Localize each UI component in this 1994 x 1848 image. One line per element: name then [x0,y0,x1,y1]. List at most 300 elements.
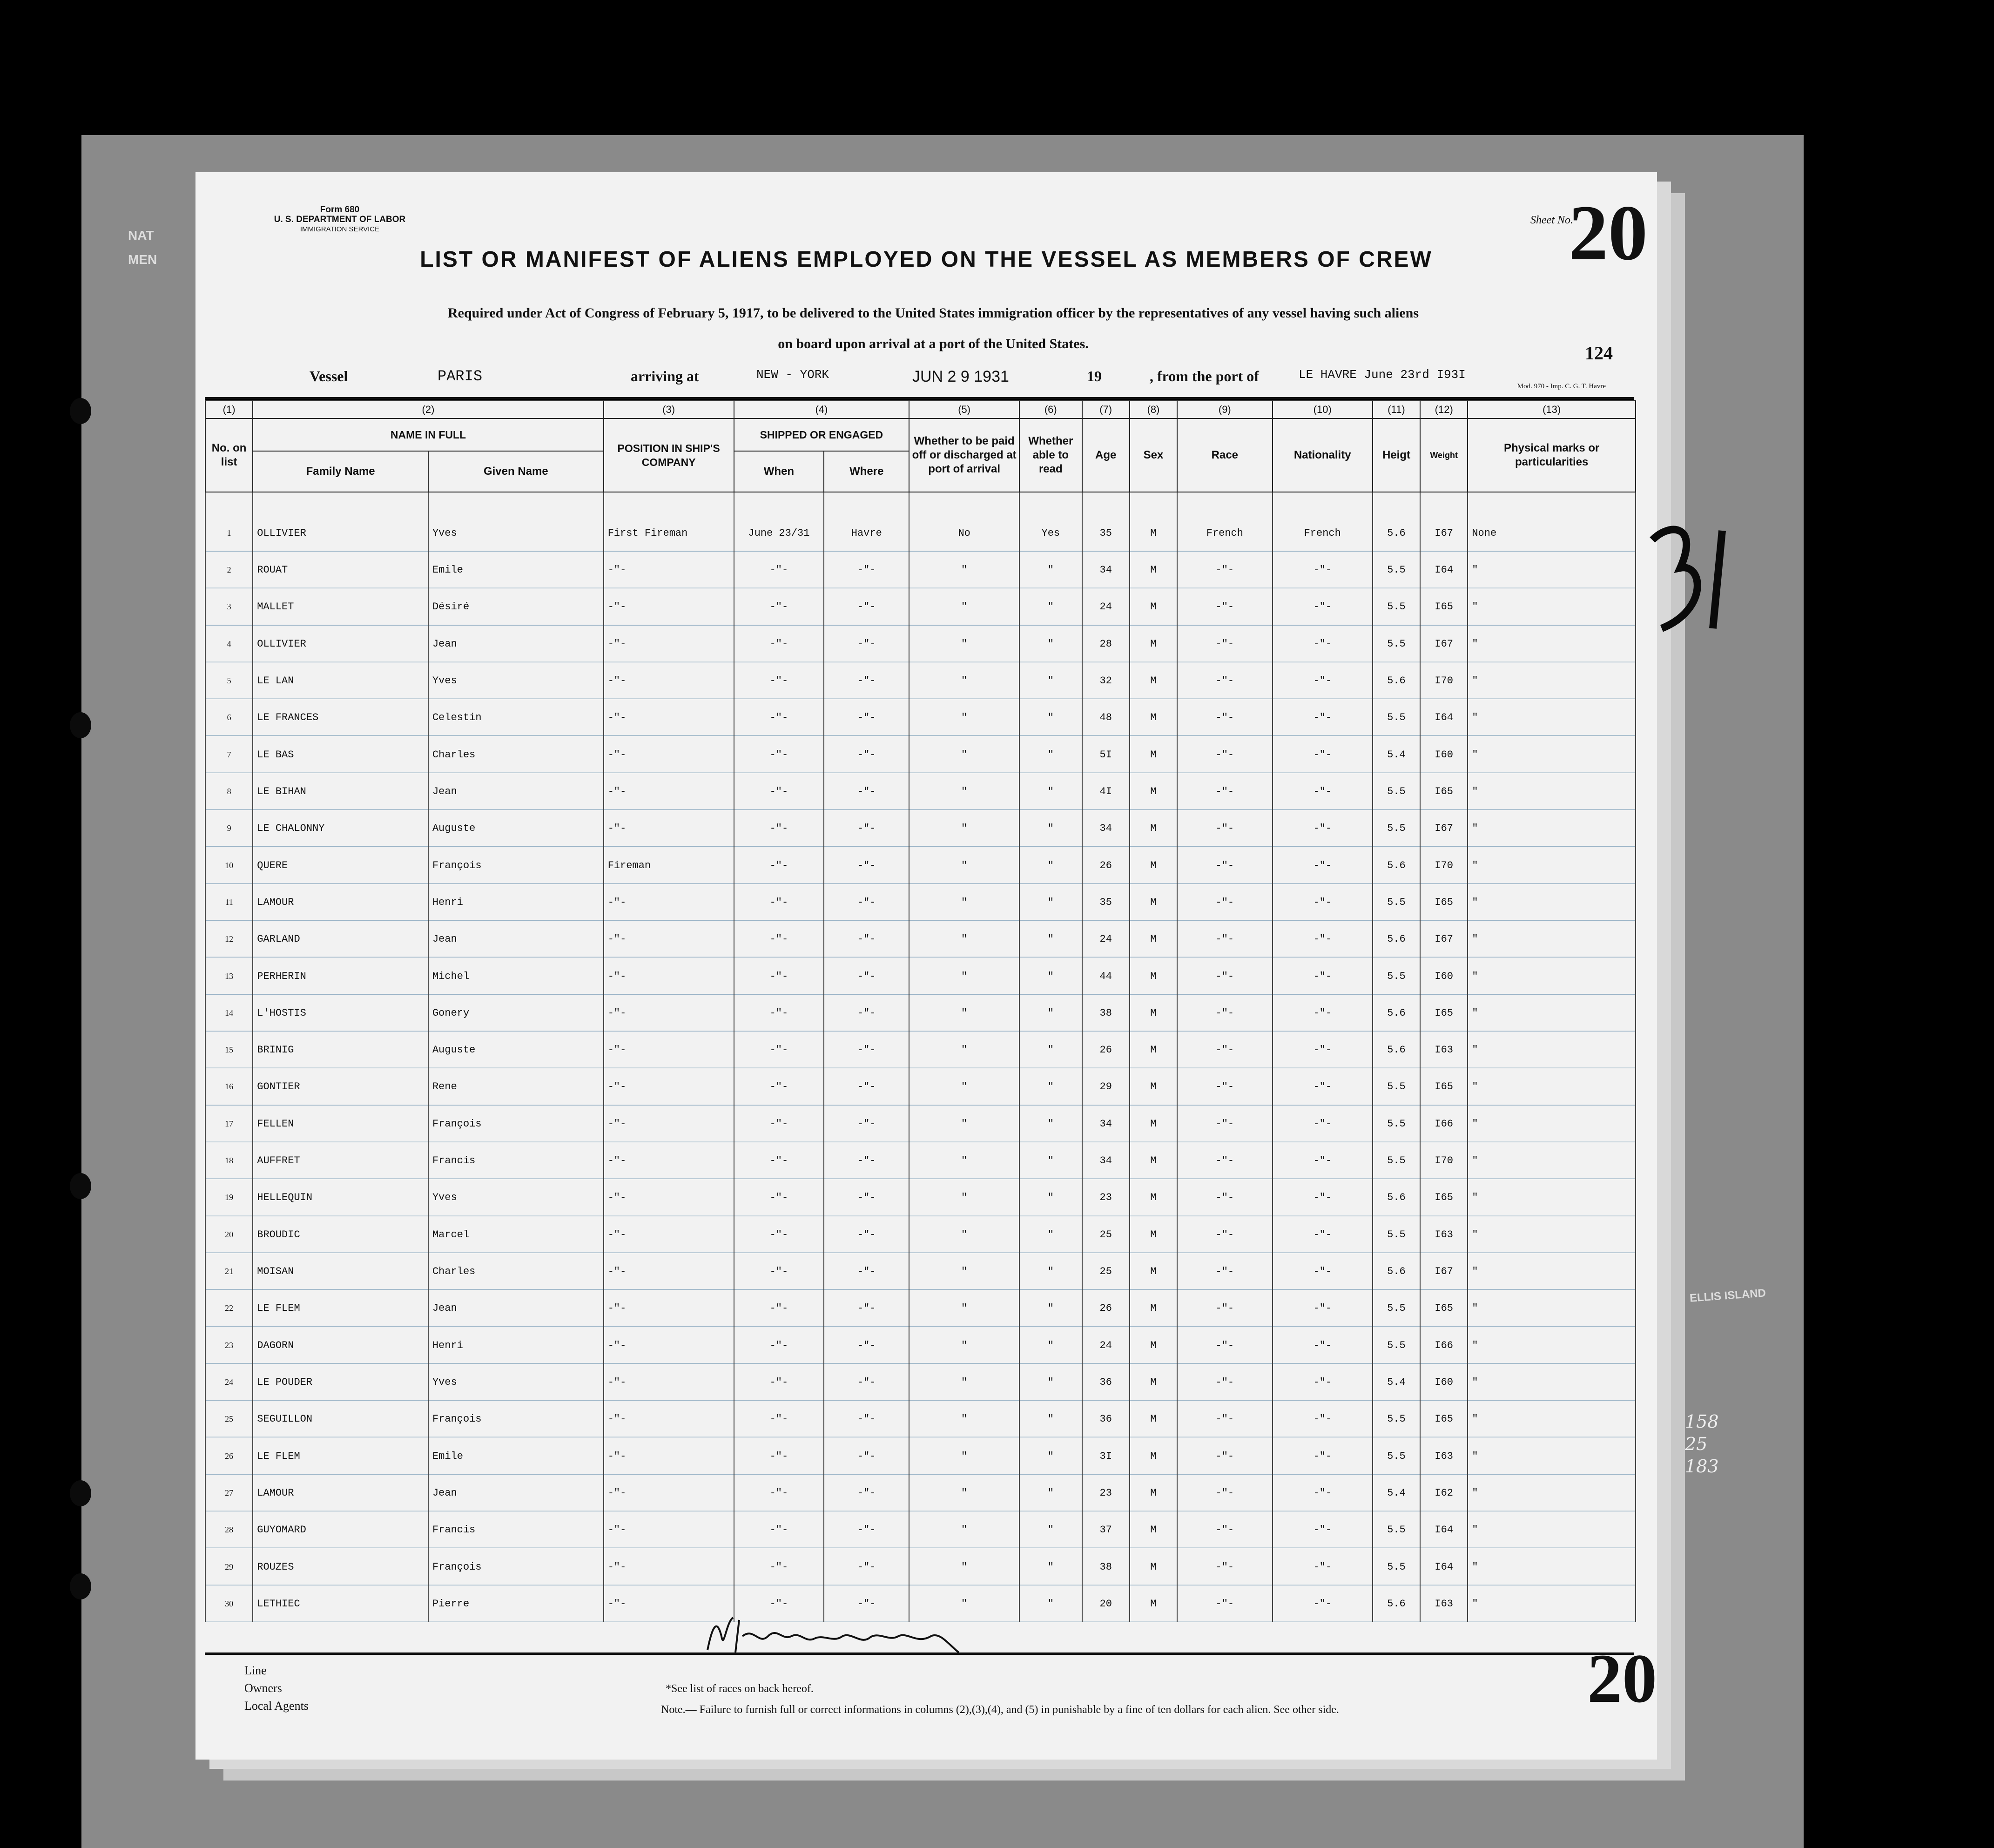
able-to-read-cell: " [1019,588,1082,625]
able-to-read-cell: " [1019,773,1082,810]
family-name-cell: FELLEN [253,1106,428,1142]
shipped-where-cell: -"- [824,1216,909,1253]
height-cell: 5.5 [1373,552,1420,588]
shipped-when-cell: -"- [734,1364,824,1401]
physical-marks-cell: " [1468,588,1636,625]
race-cell: -"- [1177,1437,1273,1474]
paid-off-cell: " [909,773,1019,810]
column-number-row [205,401,1636,418]
weight-cell: I65 [1420,1179,1468,1216]
position-cell: -"- [604,1475,734,1511]
table-row [205,810,1636,847]
row-number-cell: 30 [205,1585,253,1622]
col-number: (5) [909,401,1019,418]
row-number-cell: 15 [205,1032,253,1068]
row-number-cell: 7 [205,736,253,773]
spacer-cell [205,492,253,515]
paid-off-cell: " [909,1179,1019,1216]
shipped-when-cell: -"- [734,1032,824,1068]
shipped-where-cell: -"- [824,1179,909,1216]
age-cell: 34 [1082,810,1130,847]
able-to-read-cell: " [1019,1068,1082,1105]
height-cell: 5.5 [1373,773,1420,810]
col-number: (1) [205,401,253,418]
family-name-cell: L'HOSTIS [253,995,428,1032]
given-name-cell: Marcel [428,1216,604,1253]
spacer-cell [1082,492,1130,515]
physical-marks-cell: " [1468,1437,1636,1474]
header-paid-off: Whether to be paid off or discharged at port of arrival [909,418,1019,492]
able-to-read-cell: " [1019,958,1082,994]
table-row [205,1327,1636,1363]
weight-cell: I65 [1420,995,1468,1032]
age-cell: 23 [1082,1179,1130,1216]
table-row [205,1216,1636,1253]
race-cell: -"- [1177,1216,1273,1253]
position-cell: -"- [604,1364,734,1401]
table-row [205,552,1636,588]
age-cell: 34 [1082,552,1130,588]
nationality-cell: -"- [1273,1585,1373,1622]
height-cell: 5.5 [1373,1548,1420,1585]
race-cell: -"- [1177,995,1273,1032]
shipped-where-cell: -"- [824,921,909,958]
position-cell: -"- [604,773,734,810]
age-cell: 38 [1082,995,1130,1032]
shipped-when-cell: -"- [734,1511,824,1548]
given-name-cell: Yves [428,515,604,552]
height-cell: 5.6 [1373,921,1420,958]
paid-off-cell: " [909,1106,1019,1142]
sex-cell: M [1130,1437,1177,1474]
sex-cell: M [1130,662,1177,699]
able-to-read-cell: " [1019,1290,1082,1327]
spacer-row [205,492,1636,515]
given-name-cell: François [428,1401,604,1437]
age-cell: 34 [1082,1106,1130,1142]
height-cell: 5.4 [1373,736,1420,773]
family-name-cell: LAMOUR [253,884,428,921]
nationality-cell: -"- [1273,1142,1373,1179]
position-cell: -"- [604,1401,734,1437]
paid-off-cell: " [909,810,1019,847]
department-name: U. S. DEPARTMENT OF LABOR [274,215,406,224]
shipped-where-cell: -"- [824,1253,909,1290]
sex-cell: M [1130,1364,1177,1401]
row-number-cell: 14 [205,995,253,1032]
paid-off-cell: " [909,921,1019,958]
sex-cell: M [1130,1032,1177,1068]
height-cell: 5.5 [1373,1068,1420,1105]
family-name-cell: LE FLEM [253,1437,428,1474]
paid-off-cell: " [909,1032,1019,1068]
height-cell: 5.6 [1373,1032,1420,1068]
shipped-when-cell: -"- [734,736,824,773]
shipped-where-cell: -"- [824,958,909,994]
nationality-cell: -"- [1273,884,1373,921]
crew-manifest-table [205,400,1636,1622]
weight-cell: I62 [1420,1475,1468,1511]
page-number: 124 [1585,343,1613,364]
race-cell: -"- [1177,921,1273,958]
row-number-cell: 4 [205,626,253,662]
shipped-where-cell: -"- [824,1548,909,1585]
table-row [205,1106,1636,1142]
nationality-cell: -"- [1273,847,1373,884]
paid-off-cell: " [909,552,1019,588]
weight-cell: I63 [1420,1437,1468,1474]
weight-cell: I64 [1420,552,1468,588]
header-when: When [734,451,824,492]
shipped-when-cell: -"- [734,1106,824,1142]
paid-off-cell: " [909,699,1019,736]
position-cell: -"- [604,626,734,662]
able-to-read-cell: " [1019,1437,1082,1474]
sex-cell: M [1130,1068,1177,1105]
able-to-read-cell: " [1019,1511,1082,1548]
given-name-cell: Jean [428,1290,604,1327]
age-cell: 23 [1082,1475,1130,1511]
paid-off-cell: " [909,626,1019,662]
given-name-cell: Emile [428,1437,604,1474]
race-cell: -"- [1177,662,1273,699]
table-row [205,515,1636,552]
shipped-when-cell: -"- [734,1475,824,1511]
service-name: IMMIGRATION SERVICE [300,225,380,233]
physical-marks-cell: " [1468,884,1636,921]
family-name-cell: GARLAND [253,921,428,958]
weight-cell: I70 [1420,662,1468,699]
nationality-cell: -"- [1273,1068,1373,1105]
spacer-cell [734,492,824,515]
header-position: POSITION IN SHIP'S COMPANY [604,418,734,492]
sex-cell: M [1130,1179,1177,1216]
race-cell: -"- [1177,1106,1273,1142]
height-cell: 5.5 [1373,884,1420,921]
row-number-cell: 27 [205,1475,253,1511]
given-name-cell: Francis [428,1511,604,1548]
family-name-cell: AUFFRET [253,1142,428,1179]
margin-tally [1685,1410,1719,1477]
nationality-cell: -"- [1273,1437,1373,1474]
position-cell: -"- [604,588,734,625]
shipped-when-cell: -"- [734,1585,824,1622]
physical-marks-cell: " [1468,921,1636,958]
sheet-number-label: Sheet No. [1530,214,1573,226]
height-cell: 5.5 [1373,1511,1420,1548]
punch-hole [70,1480,91,1506]
family-name-cell: GUYOMARD [253,1511,428,1548]
race-cell: -"- [1177,1327,1273,1363]
shipped-when-cell: -"- [734,699,824,736]
row-number-cell: 12 [205,921,253,958]
weight-cell: I63 [1420,1032,1468,1068]
nationality-cell: -"- [1273,552,1373,588]
able-to-read-cell: " [1019,736,1082,773]
age-cell: 5I [1082,736,1130,773]
height-cell: 5.5 [1373,626,1420,662]
table-row [205,1475,1636,1511]
race-cell: -"- [1177,1068,1273,1105]
shipped-where-cell: -"- [824,1364,909,1401]
header-sex: Sex [1130,418,1177,492]
tally-line: 183 [1685,1456,1719,1477]
able-to-read-cell: " [1019,1327,1082,1363]
paid-off-cell: " [909,958,1019,994]
race-cell: -"- [1177,810,1273,847]
height-cell: 5.4 [1373,1475,1420,1511]
shipped-when-cell: -"- [734,588,824,625]
arrival-date-stamp: JUN 2 9 1931 [912,368,1009,385]
header-where: Where [824,451,909,492]
sex-cell: M [1130,1511,1177,1548]
shipped-when-cell: June 23/31 [734,515,824,552]
family-name-cell: MOISAN [253,1253,428,1290]
position-cell: Fireman [604,847,734,884]
sex-cell: M [1130,588,1177,625]
row-number-cell: 11 [205,884,253,921]
shipped-when-cell: -"- [734,1068,824,1105]
spacer-cell [1130,492,1177,515]
given-name-cell: François [428,847,604,884]
shipped-where-cell: -"- [824,1511,909,1548]
sheet-number: 20 [1569,189,1648,277]
tally-line: 158 [1685,1411,1719,1432]
weight-cell: I67 [1420,515,1468,552]
weight-cell: I60 [1420,736,1468,773]
race-cell: -"- [1177,1475,1273,1511]
form-number: Form 680 [320,205,360,215]
given-name-cell: Yves [428,1179,604,1216]
height-cell: 5.5 [1373,1401,1420,1437]
age-cell: 32 [1082,662,1130,699]
nationality-cell: -"- [1273,1327,1373,1363]
sex-cell: M [1130,1585,1177,1622]
race-cell: -"- [1177,699,1273,736]
header-age: Age [1082,418,1130,492]
shipped-where-cell: -"- [824,588,909,625]
sex-cell: M [1130,1401,1177,1437]
family-name-cell: HELLEQUIN [253,1179,428,1216]
from-port: LE HAVRE June 23rd I93I [1299,368,1466,382]
position-cell: -"- [604,1548,734,1585]
header-family-name: Family Name [253,451,428,492]
able-to-read-cell: " [1019,1401,1082,1437]
sex-cell: M [1130,699,1177,736]
shipped-where-cell: -"- [824,1290,909,1327]
position-cell: -"- [604,699,734,736]
given-name-cell: Gonery [428,995,604,1032]
tally-line: 25 [1685,1434,1708,1454]
paid-off-cell: " [909,847,1019,884]
spacer-cell [909,492,1019,515]
physical-marks-cell: " [1468,810,1636,847]
position-cell: -"- [604,1253,734,1290]
row-number-cell: 6 [205,699,253,736]
position-cell: -"- [604,884,734,921]
nationality-cell: -"- [1273,1179,1373,1216]
row-number-cell: 9 [205,810,253,847]
position-cell: -"- [604,1437,734,1474]
row-number-cell: 20 [205,1216,253,1253]
weight-cell: I64 [1420,1548,1468,1585]
shipped-where-cell: -"- [824,810,909,847]
ellis-island-stamp: ELLIS ISLAND [1689,1287,1766,1305]
age-cell: 4I [1082,773,1130,810]
paid-off-cell: " [909,1585,1019,1622]
height-cell: 5.5 [1373,958,1420,994]
col-number: (9) [1177,401,1273,418]
form-subtitle [256,298,1610,359]
family-name-cell: LE FRANCES [253,699,428,736]
col-number: (12) [1420,401,1468,418]
header-shipped-engaged: SHIPPED OR ENGAGED [734,418,909,451]
race-cell: -"- [1177,958,1273,994]
page-title: LIST OR MANIFEST OF ALIENS EMPLOYED ON THE VESSEL AS MEMBERS OF CREW [420,247,1433,272]
position-cell: -"- [604,1511,734,1548]
physical-marks-cell: " [1468,958,1636,994]
shipped-when-cell: -"- [734,884,824,921]
table-row [205,736,1636,773]
shipped-where-cell: -"- [824,884,909,921]
shipped-when-cell: -"- [734,1437,824,1474]
sex-cell: M [1130,1216,1177,1253]
height-cell: 5.5 [1373,1437,1420,1474]
position-cell: -"- [604,1585,734,1622]
able-to-read-cell: " [1019,1585,1082,1622]
able-to-read-cell: " [1019,1106,1082,1142]
row-number-cell: 26 [205,1437,253,1474]
punch-hole [70,1173,91,1199]
shipped-where-cell: -"- [824,736,909,773]
physical-marks-cell: " [1468,1179,1636,1216]
able-to-read-cell: Yes [1019,515,1082,552]
weight-cell: I60 [1420,958,1468,994]
physical-marks-cell: " [1468,1142,1636,1179]
paid-off-cell: " [909,1216,1019,1253]
shipped-where-cell: -"- [824,1032,909,1068]
physical-marks-cell: " [1468,1475,1636,1511]
age-cell: 26 [1082,847,1130,884]
row-number-cell: 28 [205,1511,253,1548]
weight-cell: I65 [1420,773,1468,810]
row-number-cell: 23 [205,1327,253,1363]
physical-marks-cell: " [1468,1548,1636,1585]
sex-cell: M [1130,626,1177,662]
shipped-where-cell: -"- [824,626,909,662]
height-cell: 5.5 [1373,1327,1420,1363]
position-cell: -"- [604,958,734,994]
given-name-cell: Auguste [428,1032,604,1068]
weight-cell: I66 [1420,1106,1468,1142]
stub-mark: NAT [128,228,154,243]
table-row [205,626,1636,662]
physical-marks-cell: " [1468,736,1636,773]
shipped-where-cell: -"- [824,773,909,810]
paid-off-cell: " [909,1068,1019,1105]
position-cell: -"- [604,1142,734,1179]
paid-off-cell: " [909,1511,1019,1548]
shipped-where-cell: -"- [824,847,909,884]
paid-off-cell: " [909,588,1019,625]
table-row [205,884,1636,921]
shipped-when-cell: -"- [734,1401,824,1437]
position-cell: -"- [604,1179,734,1216]
row-number-cell: 1 [205,515,253,552]
given-name-cell: Pierre [428,1585,604,1622]
paid-off-cell: " [909,1290,1019,1327]
given-name-cell: Yves [428,1364,604,1401]
paid-off-cell: " [909,1364,1019,1401]
arriving-label: arriving at [631,368,699,384]
shipped-where-cell: -"- [824,662,909,699]
able-to-read-cell: " [1019,1032,1082,1068]
physical-marks-cell: " [1468,1290,1636,1327]
family-name-cell: ROUZES [253,1548,428,1585]
row-number-cell: 29 [205,1548,253,1585]
given-name-cell: Jean [428,626,604,662]
owners-label: Owners [244,1681,282,1695]
stub-mark: MEN [128,252,157,267]
shipped-where-cell: -"- [824,699,909,736]
given-name-cell: Celestin [428,699,604,736]
shipped-when-cell: -"- [734,662,824,699]
subtitle-line: on board upon arrival at a port of the United States. [778,336,1089,351]
given-name-cell: Jean [428,921,604,958]
weight-cell: I63 [1420,1216,1468,1253]
col-number: (10) [1273,401,1373,418]
weight-cell: I70 [1420,1142,1468,1179]
family-name-cell: PERHERIN [253,958,428,994]
nationality-cell: -"- [1273,810,1373,847]
shipped-when-cell: -"- [734,1290,824,1327]
able-to-read-cell: " [1019,552,1082,588]
row-number-cell: 18 [205,1142,253,1179]
weight-cell: I65 [1420,1068,1468,1105]
nationality-cell: -"- [1273,662,1373,699]
vessel-line [195,368,1657,391]
weight-cell: I65 [1420,884,1468,921]
physical-marks-cell: " [1468,662,1636,699]
sex-cell: M [1130,515,1177,552]
nationality-cell: -"- [1273,1511,1373,1548]
race-cell: -"- [1177,1290,1273,1327]
family-name-cell: SEGUILLON [253,1401,428,1437]
sex-cell: M [1130,884,1177,921]
age-cell: 48 [1082,699,1130,736]
shipped-when-cell: -"- [734,995,824,1032]
table-row [205,588,1636,625]
family-name-cell: LE POUDER [253,1364,428,1401]
height-cell: 5.5 [1373,699,1420,736]
spacer-cell [253,492,428,515]
sex-cell: M [1130,995,1177,1032]
shipped-when-cell: -"- [734,1253,824,1290]
weight-cell: I63 [1420,1585,1468,1622]
weight-cell: I67 [1420,1253,1468,1290]
able-to-read-cell: " [1019,1364,1082,1401]
given-name-cell: Francis [428,1142,604,1179]
position-cell: -"- [604,1327,734,1363]
footer-labels [244,1662,309,1715]
shipped-when-cell: -"- [734,810,824,847]
nationality-cell: -"- [1273,1401,1373,1437]
age-cell: 26 [1082,1032,1130,1068]
header-row [205,418,1636,451]
race-cell: -"- [1177,1401,1273,1437]
sex-cell: M [1130,810,1177,847]
physical-marks-cell: " [1468,626,1636,662]
